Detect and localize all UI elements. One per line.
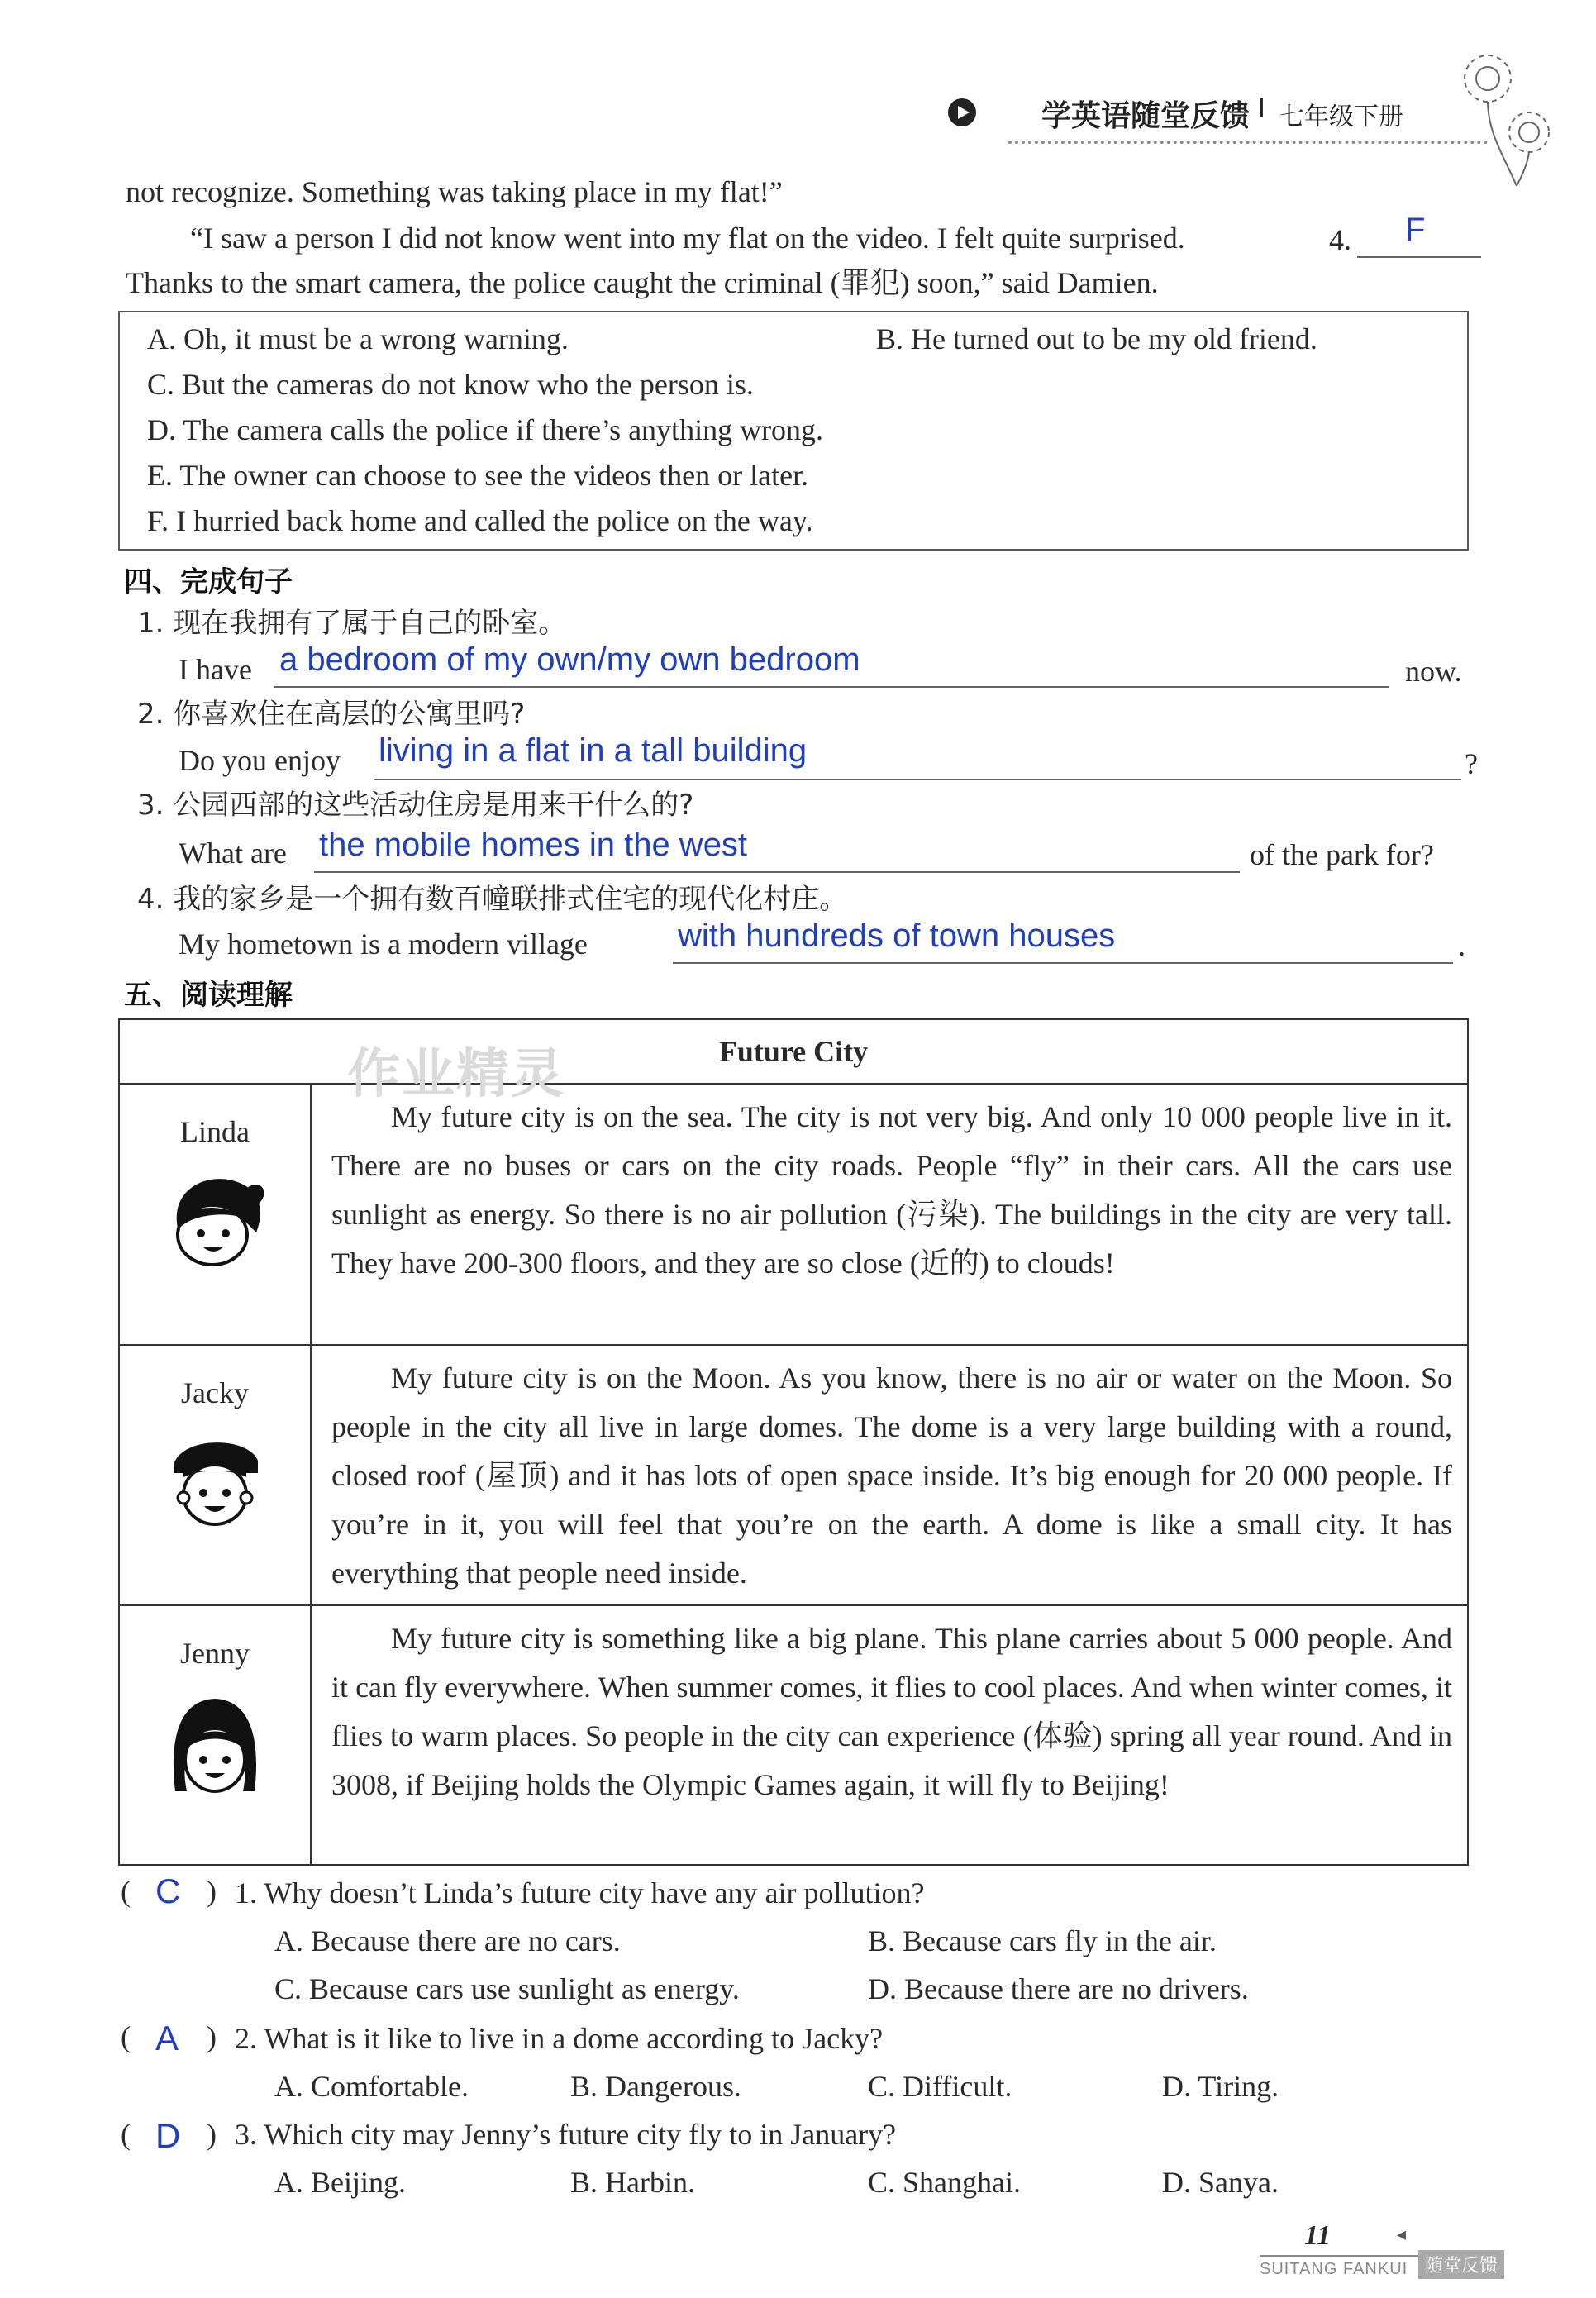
q2-answer[interactable]: A [155, 2019, 179, 2057]
section-4-title: 四、完成句子 [124, 565, 293, 598]
q1-text: 1. Why doesn’t Linda’s future city have any air pollution? [235, 1876, 925, 1909]
q3-option-d: D. Sanya. [1162, 2166, 1279, 2199]
q2-option-b: B. Dangerous. [570, 2070, 741, 2103]
q2-text: 2. What is it like to live in a dome according to Jacky? [235, 2022, 884, 2055]
sentence-1-answer[interactable]: a bedroom of my own/my own bedroom [279, 641, 860, 678]
sentence-2-chinese: 2. 你喜欢住在高层的公寓里吗? [137, 698, 526, 731]
boy-face-icon [165, 1432, 264, 1531]
book-title: 学英语随堂反馈 [1041, 99, 1251, 133]
option-c: C. But the cameras do not know who the person is. [147, 368, 754, 401]
small-arrow-icon: ◂ [1397, 2224, 1407, 2244]
option-d: D. The camera calls the police if there’s anything wrong. [147, 413, 824, 446]
q3-paren-open: ( [121, 2118, 131, 2151]
q2-option-d: D. Tiring. [1162, 2070, 1279, 2103]
sentence-4-line [673, 962, 1453, 964]
q1-paren-close: ) [207, 1875, 217, 1908]
grade-label: 七年级下册 [1279, 103, 1403, 131]
footer-pinyin: SUITANG FANKUI [1260, 2260, 1408, 2278]
paragraph-cell-jenny [311, 1605, 1468, 1865]
sentence-1-chinese: 1. 现在我拥有了属于自己的卧室。 [137, 607, 567, 640]
option-a: A. Oh, it must be a wrong warning. [147, 322, 569, 355]
paragraph-jacky: My future city is on the Moon. As you know, there is no air or water on the Moon. So people in the city all live in large domes. The dome is a very large building with a round, closed roof (屋顶) and it has lots of open space inside. It’s big enough for 20 000 people. If you’re in it, you will feel that you’re on the earth. A dome is like a small city. It has everything that people need inside. [331, 1361, 1452, 1590]
sentence-3-prefix: What are [179, 837, 287, 870]
q3-option-c: C. Shanghai. [868, 2166, 1021, 2199]
q2-paren-open: ( [121, 2020, 131, 2053]
header-divider [1008, 141, 1488, 144]
page-number: 11 [1304, 2220, 1332, 2251]
footer-badge: 随堂反馈 [1418, 2250, 1504, 2279]
sentence-4-suffix: . [1458, 929, 1465, 962]
paragraph-cell-jacky [311, 1345, 1468, 1605]
name-cell-linda [119, 1084, 311, 1345]
name-cell-jacky [119, 1345, 311, 1605]
blank-number: 4. [1329, 223, 1351, 256]
flower-decoration-icon [1438, 33, 1562, 190]
option-b: B. He turned out to be my old friend. [876, 322, 1317, 355]
play-icon [947, 98, 977, 127]
passage-line-2: “I saw a person I did not know went into my flat on the video. I felt quite surprised. [190, 222, 1185, 255]
q1-option-c: C. Because cars use sunlight as energy. [274, 1972, 740, 2005]
q3-answer[interactable]: D [155, 2116, 181, 2155]
table-title: Future City [119, 1019, 1468, 1084]
passage-line-3: Thanks to the smart camera, the police caught the criminal (罪犯) soon,” said Damien. [126, 266, 1159, 299]
sentence-3-chinese: 3. 公园西部的这些活动住房是用来干什么的? [137, 789, 694, 822]
q3-option-b: B. Harbin. [570, 2166, 695, 2199]
sentence-4-chinese: 4. 我的家乡是一个拥有数百幢联排式住宅的现代化村庄。 [137, 883, 848, 916]
sentence-3-suffix: of the park for? [1250, 838, 1434, 871]
sentence-4-answer[interactable]: with hundreds of town houses [678, 918, 1116, 954]
q3-option-a: A. Beijing. [274, 2166, 406, 2199]
watermark: 作业精灵 [347, 1044, 565, 1105]
passage-line-1: not recognize. Something was taking place in my flat!” [126, 175, 783, 208]
paragraph-linda: My future city is on the sea. The city is not very big. And only 10 000 people live in it. There are no buses or cars on the city roads. People “fly” in their cars. All the cars use sunlight as energy. So there is no air pollution (污染). The buildings in the city are very tall. They have 200-300 floors, and they are so close (近的) to clouds! [331, 1100, 1452, 1280]
q1-option-d: D. Because there are no drivers. [868, 1972, 1249, 2005]
q2-option-a: A. Comfortable. [274, 2070, 469, 2103]
sentence-1-prefix: I have [179, 653, 252, 686]
name-cell-jenny [119, 1605, 311, 1865]
girl-face-icon [161, 1170, 269, 1270]
person-name: Linda [180, 1115, 250, 1148]
q3-paren-close: ) [207, 2118, 217, 2151]
sentence-2-prefix: Do you enjoy [179, 744, 341, 777]
q2-option-c: C. Difficult. [868, 2070, 1012, 2103]
sentence-1-line [274, 686, 1389, 688]
sentence-2-suffix: ? [1465, 747, 1478, 780]
section-5-title: 五、阅读理解 [124, 979, 293, 1012]
q1-answer[interactable]: C [155, 1871, 181, 1910]
q2-paren-close: ) [207, 2020, 217, 2053]
girl-face-icon [165, 1692, 264, 1800]
q3-text: 3. Which city may Jenny’s future city fly to in January? [235, 2118, 897, 2151]
q1-option-b: B. Because cars fly in the air. [868, 1924, 1217, 1957]
paragraph-cell-linda [311, 1084, 1468, 1345]
blank-4-line [1357, 256, 1481, 258]
sentence-2-line [374, 779, 1461, 780]
sentence-3-line [314, 871, 1240, 873]
sentence-2-answer[interactable]: living in a flat in a tall building [379, 732, 808, 769]
option-f: F. I hurried back home and called the police on the way. [147, 504, 813, 537]
person-name: Jenny [180, 1637, 250, 1670]
option-e: E. The owner can choose to see the videos then or later. [147, 459, 809, 492]
title-separator: I [1258, 94, 1265, 123]
sentence-3-answer[interactable]: the mobile homes in the west [319, 827, 748, 863]
blank-4-answer[interactable]: F [1405, 212, 1426, 248]
paragraph-jenny: My future city is something like a big plane. This plane carries about 5 000 people. And it can fly everywhere. When summer comes, it flies to cool places. And when winter comes, it flies to warm places. So people in the city can experience (体验) spring all year round. And in 3008, if Beijing holds the Olympic Games again, it will fly to Beijing! [331, 1622, 1452, 1801]
future-city-table [118, 1018, 1469, 1866]
sentence-1-suffix: now. [1405, 655, 1462, 688]
sentence-4-prefix: My hometown is a modern village [179, 927, 588, 961]
person-name: Jacky [181, 1376, 249, 1409]
header [934, 91, 1513, 141]
q1-paren-open: ( [121, 1875, 131, 1908]
q1-option-a: A. Because there are no cars. [274, 1924, 621, 1957]
